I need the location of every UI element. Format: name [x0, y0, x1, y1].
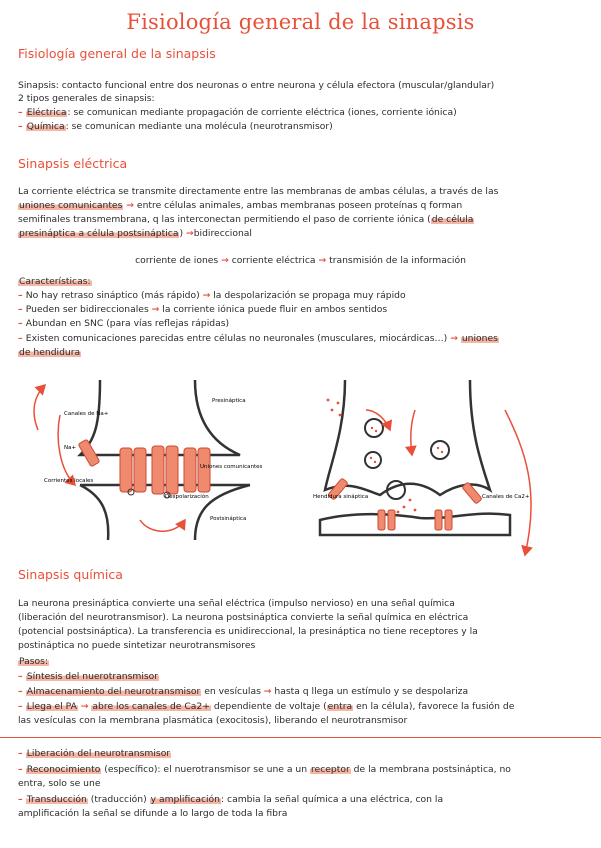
section-heading-electrica: Sinapsis eléctrica: [18, 156, 128, 171]
label-na: Na+: [64, 445, 77, 451]
sinapsis-definition: Sinapsis: contacto funcional entre dos neuronas o entre neurona y célula efectora (muscular/glandular): [18, 80, 495, 91]
electrica-flow: corriente de iones → corriente eléctrica → transmisión de la información: [135, 255, 466, 266]
electrical-synapse-diagram: [34, 380, 263, 540]
paso-1: – Síntesis del nuerotransmisor: [18, 671, 159, 682]
paso-4: – Liberación del neurotransmisor: [18, 748, 171, 759]
section-divider: [0, 737, 601, 738]
label-corrientes: Corrientes locales: [44, 478, 94, 484]
quimica-paragraph-2: (liberación del neurotransmisor). La neurona postsináptica convierte la señal química en eléctrica: [18, 612, 469, 623]
electrica-paragraph-1: La corriente eléctrica se transmite directamente entre las membranas de ambas células, a través de las: [18, 186, 499, 197]
electrica-paragraph-3: semifinales transmembrana, q las interconectan permitiendo el paso de corriente iónica (de célula: [18, 214, 474, 225]
paso-3-cont: las vesículas con la membrana plasmática (exocitosis), liberando el neurotransmisor: [18, 715, 408, 726]
electrica-paragraph-2: uniones comunicantes → entre células animales, ambas membranas poseen proteínas q forman: [19, 200, 463, 211]
caracteristicas-label: Características:: [19, 276, 91, 287]
paso-5-cont: entra, solo se une: [18, 778, 101, 789]
chemical-synapse-diagram: [313, 380, 531, 555]
type-electrica: – Eléctrica: se comunican mediante propagación de corriente eléctrica (iones, corriente iónica): [18, 107, 457, 118]
electrica-label: Eléctrica: [26, 107, 67, 118]
page-title: Fisiología general de la sinapsis: [126, 10, 475, 34]
label-despolarizacion: Despolarización: [165, 494, 209, 500]
label-uniones: Uniones comunicantes: [200, 464, 263, 470]
label-hendidura: Hendidura sináptica: [313, 494, 369, 500]
paso-6-cont: amplificación la señal se difunde a lo largo de toda la fibra: [18, 808, 288, 819]
quimica-paragraph-4: postináptica no puede sintetizar neurotransmisores: [18, 640, 256, 651]
label-presinaptica: Presináptica: [212, 398, 246, 404]
label-canales-na: Canales de Na+: [64, 411, 109, 417]
caracteristica-4: – Existen comunicaciones parecidas entre células no neuronales (musculares, miocárdicas…) → uniones: [18, 333, 498, 344]
paso-6: – Transducción (traducción) y amplificación: cambia la señal química a una eléctrica, con la: [18, 794, 444, 805]
synapse-diagrams: [0, 370, 601, 570]
electrica-paragraph-4: presináptica a célula postsináptica) →bidireccional: [19, 228, 252, 239]
type-quimica: – Química: se comunican mediante una molécula (neurotransmisor): [18, 121, 333, 132]
types-intro: 2 tipos generales de sinapsis:: [18, 93, 155, 104]
quimica-label: Química: [26, 121, 65, 132]
paso-2: – Almacenamiento del neurotransmisor en vesículas → hasta q llega un estímulo y se despolariza: [18, 686, 469, 697]
caracteristica-3: – Abundan en SNC (para vías reflejas rápidas): [18, 318, 230, 329]
caracteristica-2: – Pueden ser bidireccionales → la corriente iónica puede fluir en ambos sentidos: [18, 304, 388, 315]
label-postsinaptica: Postsináptica: [210, 516, 247, 522]
section-heading-quimica: Sinapsis química: [18, 567, 123, 582]
label-canales-ca: Canales de Ca2+: [482, 494, 530, 500]
quimica-paragraph-1: La neurona presináptica convierte una señal eléctrica (impulso nervioso) en una señal química: [18, 598, 455, 609]
paso-5: – Reconocimiento (específico): el nuerotransmisor se une a un receptor de la membrana postsináptica, no: [18, 764, 511, 775]
caracteristica-1: – No hay retraso sináptico (más rápido) → la despolarización se propaga muy rápido: [18, 290, 406, 301]
quimica-paragraph-3: (potencial postsináptica). La transferencia es unidireccional, la presináptica no tiene receptores y la: [18, 626, 478, 637]
section-heading-general: Fisiología general de la sinapsis: [18, 46, 216, 61]
caracteristica-4-cont: de hendidura: [19, 347, 81, 358]
paso-3: – Llega el PA → abre los canales de Ca2+ dependiente de voltaje (entra en la célula), favorece la fusión de: [18, 701, 515, 712]
pasos-label: Pasos:: [19, 656, 49, 667]
